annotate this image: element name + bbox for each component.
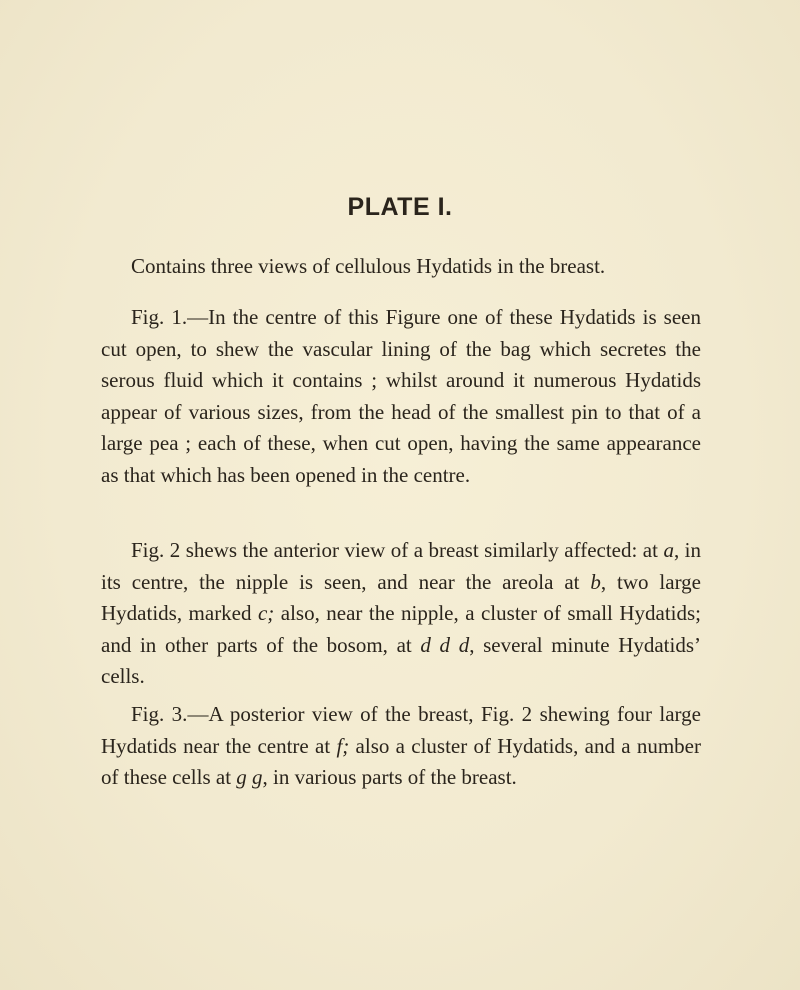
fig2-ref-d: d d d [420,632,470,657]
fig3-text-3: , in various parts of the breast. [262,765,517,789]
fig2-text-5: , several minute Hydatids’ cells. [101,632,702,688]
plate-title: PLATE I. [347,193,453,221]
fig2-ref-b: b [590,569,601,594]
fig2-text-1: shews the anterior view of a breast similarly affected: at [180,538,664,562]
fig2-paragraph [101,535,701,693]
fig3-label: Fig. 3. [131,702,188,726]
fig1-label: Fig. 1. [131,305,188,329]
intro-paragraph: Contains three views of cellulous Hydatids in the breast. [131,254,606,278]
fig2-text-4: also, near the nipple, a cluster of small Hydatids; and in other parts of the bosom, at [101,601,701,657]
fig1-text: —In the centre of this Figure one of these Hydatids is seen cut open, to shew the vascular lining of the bag which secretes the serous fluid which it contains ; whilst around it numerous Hydatids appear of various sizes, from the head of the smallest pin to that of a large pea ; each of these, when cut open, having the same appearance as that which has been opened in the centre. [101,305,701,487]
fig1-paragraph [101,302,701,491]
fig3-text-2: also a cluster of Hydatids, and a number of these cells at [101,733,701,789]
fig2-text-2: , in its centre, the nipple is seen, and near the areola at [101,538,701,594]
fig3-text-1: —A posterior view of the breast, Fig. 2 shewing four large Hydatids near the centre at [101,702,701,758]
fig2-ref-c: c; [257,601,275,625]
fig3-paragraph [101,699,701,794]
fig2-label: Fig. 2 [131,538,181,562]
fig3-ref-g: g g [236,765,263,789]
fig2-text-3: , two large Hydatids, marked [101,569,701,625]
fig3-ref-f: f; [336,733,350,758]
fig2-ref-a: a [663,538,674,562]
